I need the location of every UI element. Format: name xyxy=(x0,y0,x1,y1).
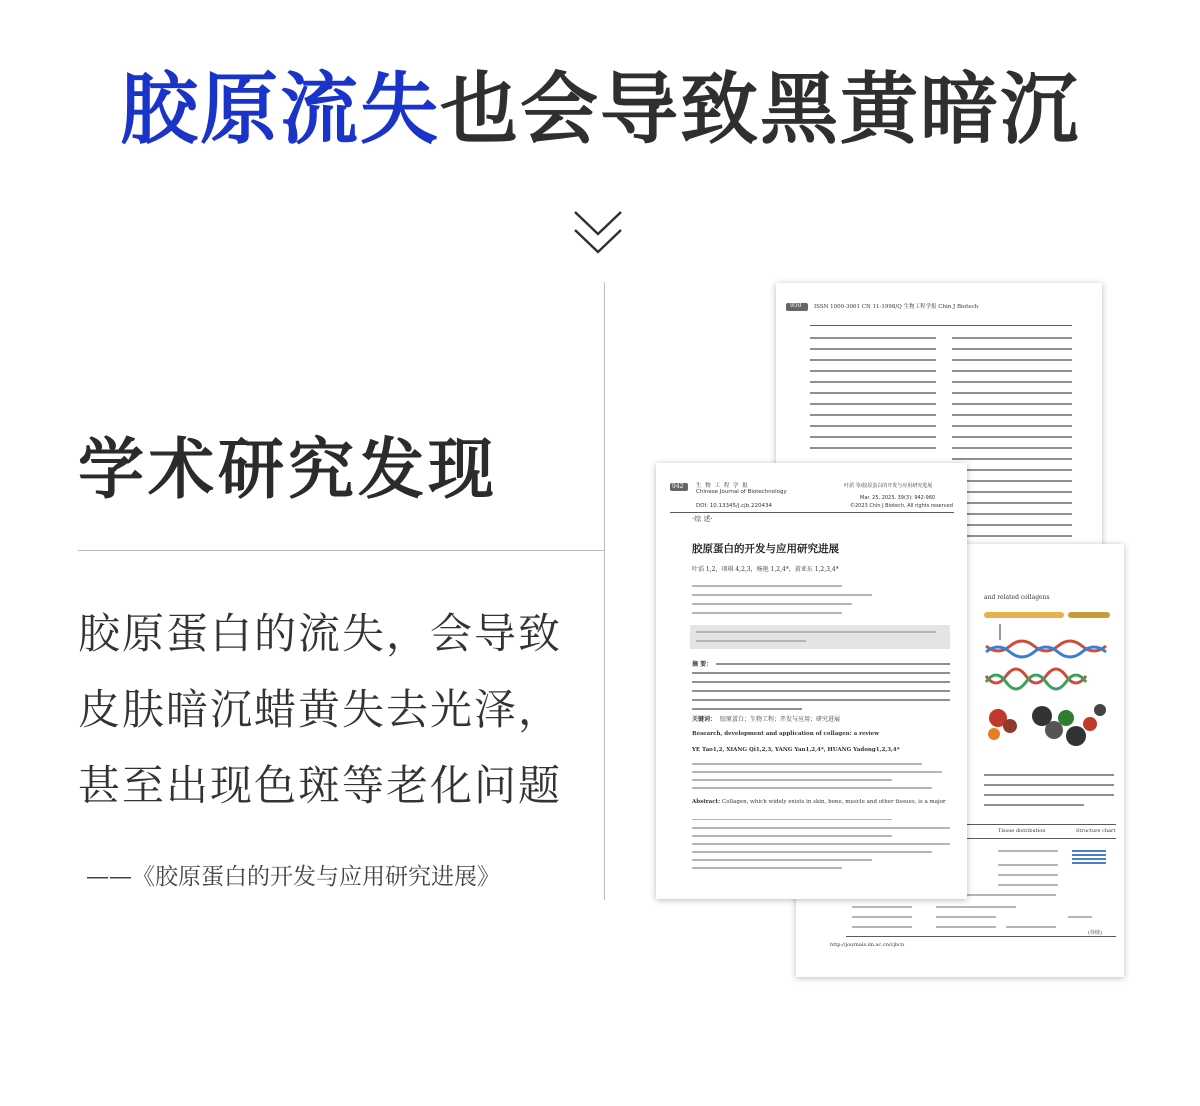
section-title: 学术研究发现 xyxy=(78,431,498,508)
figure-caption: and related collagens xyxy=(984,594,1050,601)
figure-footer-url: http://journals.im.ac.cn/cjbcn xyxy=(830,942,905,948)
double-chevron-down-icon xyxy=(572,208,624,258)
paper-page-front xyxy=(656,463,967,899)
horizontal-divider xyxy=(78,550,604,551)
journal-name-cn: 生 物 工 程 学 报 xyxy=(696,483,749,489)
table-continued: (待续) xyxy=(1088,930,1102,936)
table-header-structure: Structure chart xyxy=(1076,828,1116,834)
body-line-3: 甚至出现色斑等老化问题 xyxy=(78,761,563,810)
headline-highlight: 胶原流失 xyxy=(119,65,440,155)
front-header-right: 叶滔 等/胶原蛋白的开发与应用研究进展 xyxy=(844,483,933,489)
abstract-en: Collagen, which widely exists in skin, bone, muscle and other tissues, is a major xyxy=(722,799,946,805)
collagen-structure-figure xyxy=(980,606,1120,756)
journal-name-en: Chinese Journal of Biotechnology xyxy=(696,489,787,495)
front-page-number: 942 xyxy=(672,483,684,490)
body-text xyxy=(78,596,598,824)
article-date: Mar. 25, 2023, 39(3): 942-960 xyxy=(860,495,936,501)
authors-cn: 叶滔 1,2，项琪 4,2,3，杨艳 1,2,4*，黄亚东 1,2,3,4* xyxy=(692,566,839,573)
page-headline xyxy=(0,60,1200,160)
body-line-2: 皮肤暗沉蜡黄失去光泽， xyxy=(78,685,563,734)
keywords-label: 关键词： xyxy=(692,716,717,723)
article-copyright: ©2023 Chin J Biotech, All rights reserved xyxy=(850,503,953,509)
article-title-en: Research, development and application of collagen: a review xyxy=(692,731,879,737)
vertical-divider xyxy=(604,282,605,900)
citation: ——《胶原蛋白的开发与应用研究进展》 xyxy=(86,864,500,890)
section-label: ·综 述· xyxy=(692,515,713,523)
back-header: ISSN 1000-3061 CN 11-1998/Q 生物工程学报 Chin J Biotech xyxy=(814,304,979,310)
authors-en: YE Tao1,2, XIANG Qi1,2,3, YANG Yan1,2,4*, HUANG Yadong1,2,3,4* xyxy=(692,747,900,753)
headline-rest: 也会导致黑黄暗沉 xyxy=(440,65,1081,155)
abstract-label-cn: 摘 要： xyxy=(692,661,713,668)
table-header-tissue: Tissue distribution xyxy=(998,828,1046,834)
article-doi: DOI: 10.13345/j.cjb.220434 xyxy=(696,503,772,509)
body-line-1: 胶原蛋白的流失，会导致 xyxy=(78,609,563,658)
back-page-number: 950 xyxy=(790,302,802,309)
article-title-cn: 胶原蛋白的开发与应用研究进展 xyxy=(692,543,839,555)
keywords: 胶原蛋白；生物工程；开发与应用；研究进展 xyxy=(720,716,841,723)
abstract-label-en: Abstract: xyxy=(692,799,721,805)
